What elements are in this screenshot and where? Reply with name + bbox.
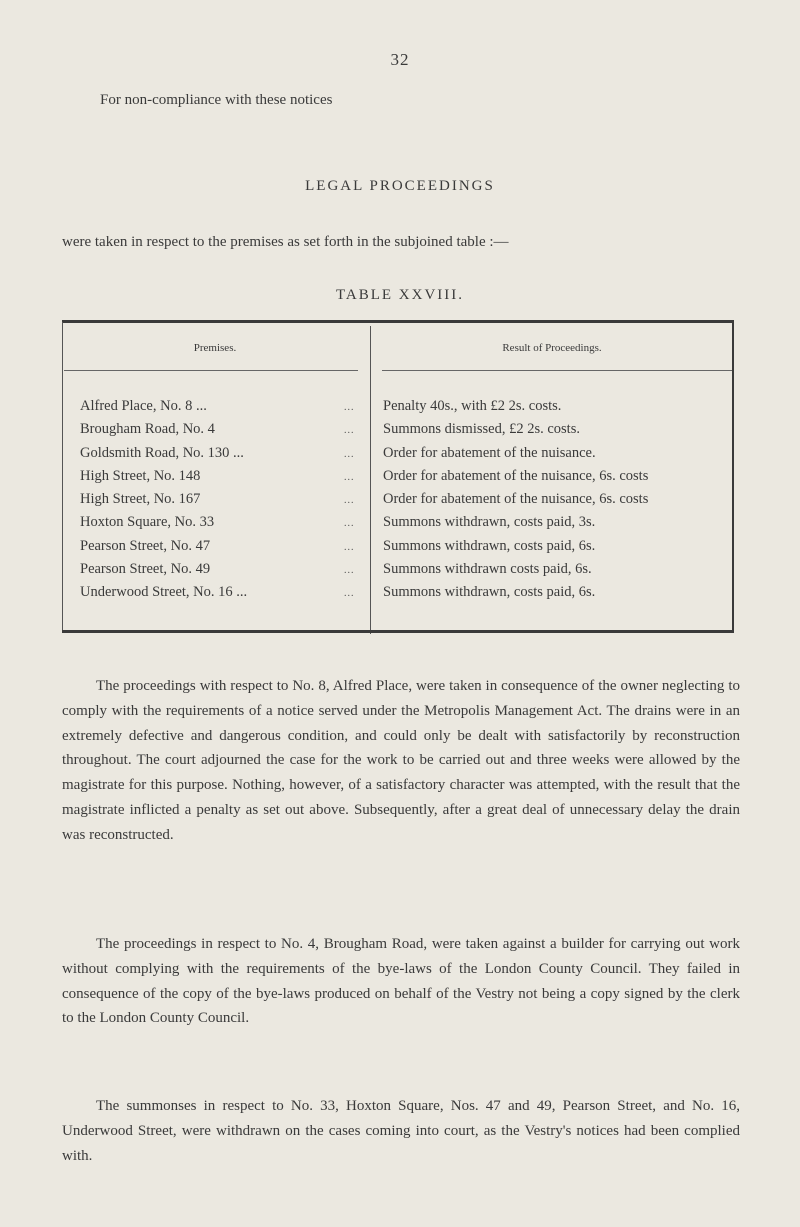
result-cell: Summons withdrawn, costs paid, 3s.	[383, 514, 596, 531]
table-title: TABLE XXVIII.	[335, 287, 465, 303]
leader-dots: ...	[344, 495, 355, 507]
leader-dots: ...	[344, 541, 355, 553]
table-row	[62, 561, 734, 584]
leader-dots: ...	[344, 471, 355, 483]
result-cell: Penalty 40s., with £2 2s. costs.	[383, 398, 562, 414]
table-row	[62, 445, 734, 468]
result-cell: Order for abatement of the nuisance, 6s. costs	[383, 491, 649, 508]
result-cell: Order for abatement of the nuisance, 6s. costs	[383, 467, 649, 484]
header-premises: Premises.	[193, 342, 237, 354]
paragraph-summonses-withdrawn: The summonses in respect to No. 33, Hoxton Square, Nos. 47 and 49, Pearson Street, and No. 16, Underwood Street, were withdrawn on the cases coming into court, as the Vestry's notices had been complied with.	[62, 1098, 740, 1164]
table-row	[62, 514, 734, 537]
paragraph-alfred-place: The proceedings with respect to No. 8, Alfred Place, were taken in consequence of the owner neglecting to comply with the requirements of a notice served under the Metropolis Management Act. The drains were in an extremely defective and dangerous condition, and could only be dealt with satisfactorily by reconstruction throughout. The court adjourned the case for the work to be carried out and three weeks were allowed by the magistrate for this purpose. Nothing, however, of a satisfactory character was attempted, with the result that the magistrate inflicted a penalty as set out above. Subsequently, after a great deal of unnecessary delay the drain was reconstructed.	[62, 678, 740, 843]
premises-cell: High Street, No. 148	[80, 467, 201, 484]
proceedings-table	[62, 320, 736, 633]
premises-cell: High Street, No. 167	[80, 491, 201, 508]
paragraph-brougham-road: The proceedings in respect to No. 4, Brougham Road, were taken against a builder for carrying out work without complying with the requirements of the bye-laws of the London County Council. They failed in consequence of the copy of the bye-laws produced on behalf of the Vestry not being a copy signed by the clerk to the London County Council.	[62, 936, 740, 1027]
premises-cell: Pearson Street, No. 47	[80, 537, 211, 554]
premises-cell: Brougham Road, No. 4	[80, 421, 215, 438]
lead-line: were taken in respect to the premises as set forth in the subjoined table :—	[62, 234, 509, 250]
premises-cell: Hoxton Square, No. 33	[80, 514, 215, 531]
result-cell: Order for abatement of the nuisance.	[383, 444, 596, 461]
leader-dots: ...	[344, 425, 355, 437]
table-row	[62, 421, 734, 444]
table-row	[62, 491, 734, 514]
table-row	[62, 538, 734, 561]
table-row	[62, 468, 734, 491]
section-heading: LEGAL PROCEEDINGS	[305, 178, 495, 194]
leader-dots: ...	[344, 588, 355, 600]
leader-dots: ...	[344, 402, 355, 413]
table-row	[62, 584, 734, 607]
page-number: 32	[390, 50, 410, 69]
table-row	[62, 398, 734, 421]
premises-cell: Pearson Street, No. 49	[80, 561, 211, 578]
header-result: Result of Proceedings.	[502, 342, 602, 354]
header-rule-premises	[64, 370, 358, 371]
table-body	[62, 398, 734, 608]
premises-cell: Alfred Place, No. 8 ...	[80, 398, 207, 414]
header-rule-result	[382, 370, 732, 371]
result-cell: Summons withdrawn, costs paid, 6s.	[383, 537, 596, 554]
table-bottom-rule	[62, 630, 734, 633]
result-cell: Summons withdrawn, costs paid, 6s.	[383, 584, 596, 601]
premises-cell: Underwood Street, No. 16 ...	[80, 584, 248, 601]
leader-dots: ...	[344, 518, 355, 530]
table-top-rule	[62, 320, 734, 323]
result-cell: Summons dismissed, £2 2s. costs.	[383, 421, 580, 438]
premises-cell: Goldsmith Road, No. 130 ...	[80, 444, 244, 461]
result-cell: Summons withdrawn costs paid, 6s.	[383, 561, 592, 578]
leader-dots: ...	[344, 565, 355, 577]
intro-line: For non-compliance with these notices	[100, 92, 333, 108]
leader-dots: ...	[344, 448, 355, 460]
